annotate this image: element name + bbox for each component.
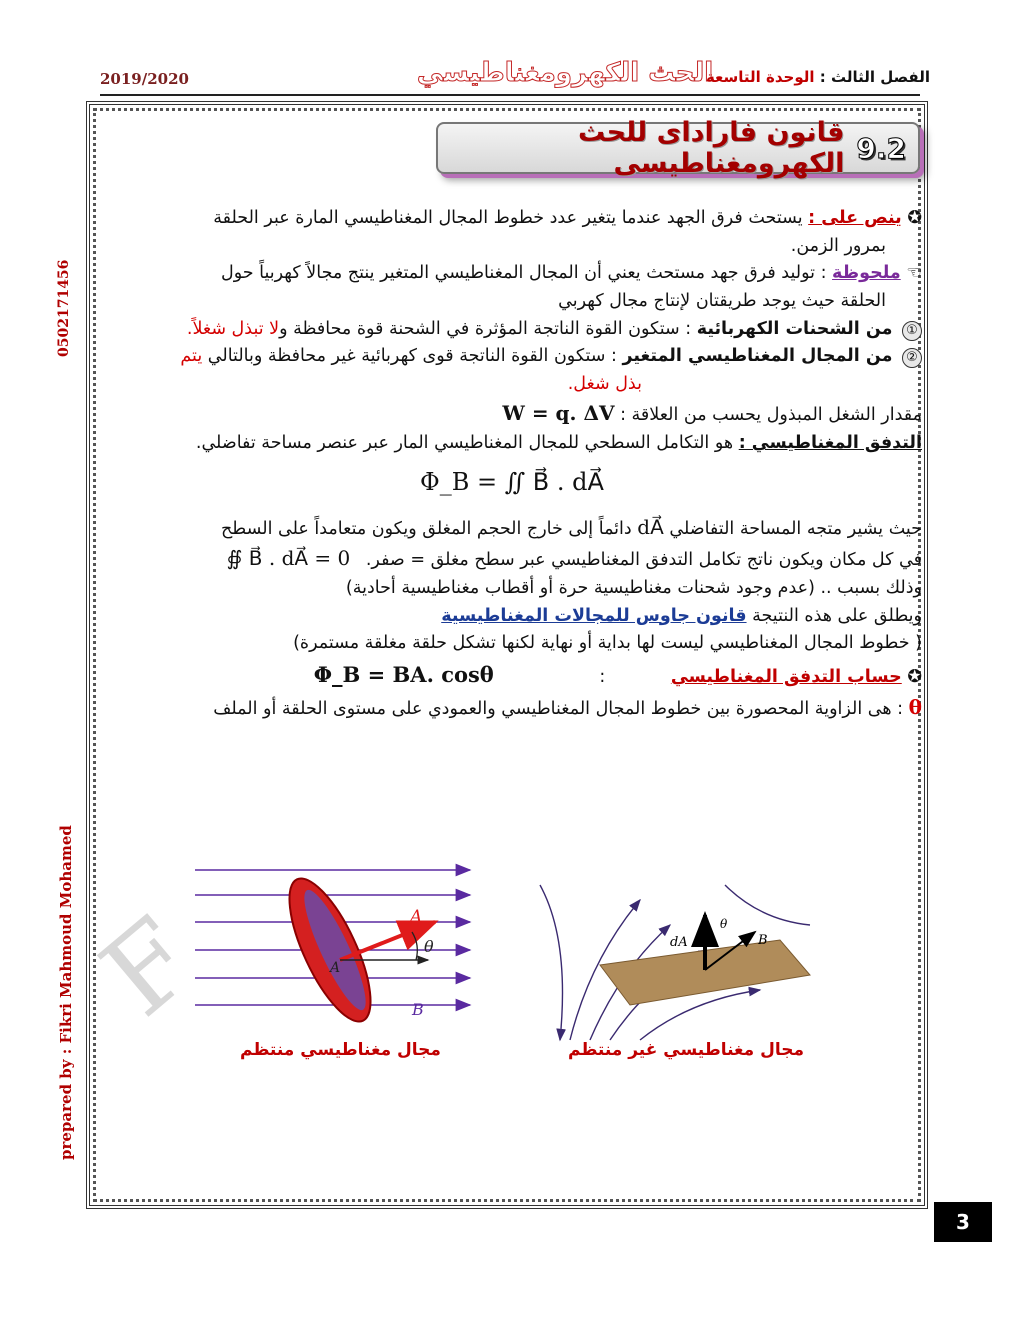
item-2-cont: بذل شغل. xyxy=(567,373,642,394)
work-line xyxy=(102,398,922,430)
item-1-number: ① xyxy=(902,321,922,341)
uniform-caption: مجال مغناطيسي منتظم xyxy=(240,1040,441,1060)
gauss-name: قانون جاوس للمجالات المغناطيسية xyxy=(441,605,747,626)
calc-label: حساب التدفق المغناطيسي xyxy=(670,666,902,687)
gauss-line xyxy=(102,603,922,631)
item-2-label: من المجال المغناطيسي المتغير xyxy=(622,346,893,367)
uniform-field-figure xyxy=(190,860,480,1045)
side-author xyxy=(55,825,85,1160)
star-icon: ✪ xyxy=(907,208,922,228)
closed-formula: ∯ B⃗ . dA⃗ = 0 xyxy=(226,546,351,571)
main-content xyxy=(102,205,922,723)
header-divider xyxy=(100,94,920,96)
star-icon: ✪ xyxy=(907,666,922,687)
angle-arc xyxy=(412,932,417,960)
flux-text: هو التكامل السطحي للمجال المغناطيسي المار عبر عنصر مساحة تفاضلي. xyxy=(195,433,734,454)
label-A: A xyxy=(410,907,423,927)
calc-colon: : xyxy=(599,666,606,687)
law-label: ينص على : xyxy=(808,208,902,228)
section-number: 9.2 xyxy=(856,131,906,165)
pointing-hand-icon: ☜ xyxy=(906,263,922,284)
field-line xyxy=(725,885,810,925)
flux-def xyxy=(102,430,922,458)
note-line xyxy=(102,260,922,288)
header-unit xyxy=(706,68,930,86)
lines-note: ( خطوط المجال المغناطيسي ليست لها بداية أو نهاية لكنها تشكل حلقة مغلقة مستمرة) xyxy=(293,633,922,654)
nonuniform-field-figure xyxy=(530,880,820,1045)
label-theta-2: θ xyxy=(720,917,728,931)
note-label: ملحوظة xyxy=(832,263,901,284)
side-phone xyxy=(52,259,80,357)
header-chapter: الفصل الثالث : xyxy=(819,68,930,86)
direction-text: حيث يشير متجه المساحة التفاضلي xyxy=(669,518,922,539)
theta-symbol: θ xyxy=(908,694,922,719)
flux-formula: Φ_B = ∬ B⃗ . dA⃗ xyxy=(420,467,604,496)
closed-line xyxy=(102,543,922,575)
closed-text: في كل مكان ويكون ناتج تكامل التدفق المغناطيسي عبر سطح مغلق = صفر. xyxy=(365,550,922,571)
direction-line xyxy=(102,512,922,544)
item-2-text: : ستكون القوة الناتجة قوى كهربائية غير محافظة وبالتالي xyxy=(207,346,617,367)
reason-line: وذلك بسبب .. (عدم وجود شحنات مغناطيسية حرة أو أقطاب مغناطيسية أحادية) xyxy=(345,577,922,598)
theta-text: : هى الزاوية المحصورة بين خطوط المجال المغناطيسي والعمودي على مستوى الحلقة أو الملف xyxy=(213,698,904,719)
item-2-red: يتم xyxy=(180,346,203,367)
work-text: مقدار الشغل المبذول يحسب من العلاقة : xyxy=(620,405,922,426)
item-1 xyxy=(102,316,922,344)
direction-symbol: dA⃗ xyxy=(637,514,664,539)
header-unit-name: الوحدة التاسعة xyxy=(705,68,815,86)
law-line xyxy=(102,205,922,233)
calc-line xyxy=(102,658,922,692)
side-phone-text: 0502171456 xyxy=(56,259,72,357)
label-dA: dA xyxy=(670,935,688,950)
law-cont: بمرور الزمن. xyxy=(790,235,886,256)
item-1-red: لا تبذل شغلاً. xyxy=(186,318,280,339)
theta-line xyxy=(102,692,922,724)
note-text: : توليد فرق جهد مستحث يعني أن المجال المغناطيسي المتغير ينتج مجالاً كهربياً حول xyxy=(221,263,827,284)
side-author-text: prepared by : Fikri Mahmoud Mohamed xyxy=(57,825,75,1160)
label-theta: θ xyxy=(424,937,434,956)
law-text: يستحث فرق الجهد عندما يتغير عدد خطوط المجال المغناطيسي المارة عبر الحلقة xyxy=(213,208,803,228)
header-topic: الحث الكهرومغناطيسي xyxy=(416,58,714,88)
section-title: قانون فاراداى للحث الكهرومغناطيسى xyxy=(577,117,845,179)
page-number: 3 xyxy=(934,1202,992,1242)
item-1-text: : ستكون القوة الناتجة المؤثرة في الشحنة قوة محافظة و xyxy=(279,318,692,339)
label-B-2: B xyxy=(758,933,768,948)
gauss-intro: ويطلق على هذه النتيجة xyxy=(752,605,922,626)
direction-text-2: دائماً إلى خارج الحجم المغلق ويكون متعامداً على السطح xyxy=(220,518,632,539)
watermark: F xyxy=(78,893,219,1041)
calc-formula: Φ_B = BA. cosθ xyxy=(313,661,494,687)
label-A-disk: A xyxy=(330,960,341,976)
item-1-label: من الشحنات الكهربائية xyxy=(696,318,893,339)
field-line xyxy=(540,885,563,1040)
item-2-number: ② xyxy=(902,348,922,368)
nonuniform-caption: مجال مغناطيسي غير منتظم xyxy=(568,1040,804,1060)
item-2 xyxy=(102,343,922,371)
work-formula: W = q. ΔV xyxy=(502,401,615,426)
flux-label: التدفق المغناطيسي : xyxy=(738,433,922,454)
header-year: 2019/2020 xyxy=(100,70,189,88)
section-title-box xyxy=(436,117,920,179)
label-B: B xyxy=(412,1000,424,1019)
note-cont: الحلقة حيث يوجد طريقتان لإنتاج مجال كهربي xyxy=(558,290,886,311)
